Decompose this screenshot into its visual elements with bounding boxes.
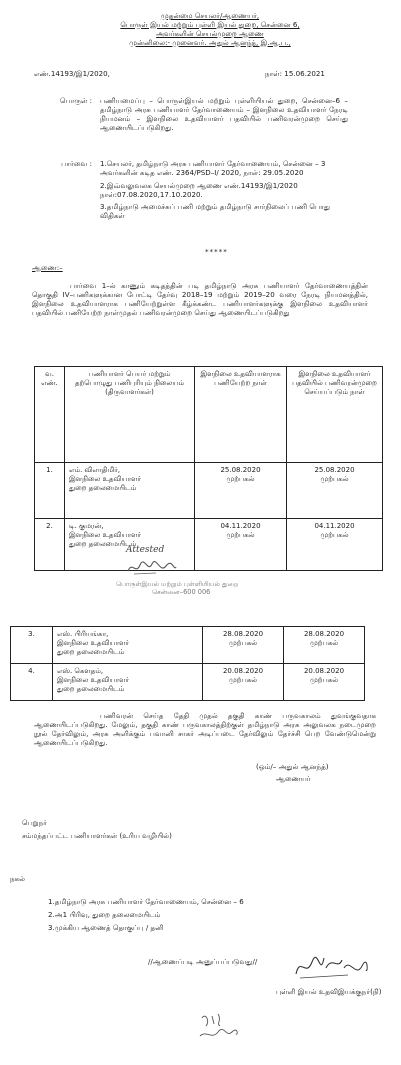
order-heading: ஆணை:– [32,263,63,272]
table-row [11,664,365,701]
row-employee [53,627,203,664]
employee-name: எம். விஎாதிமிர், [69,466,121,474]
table-row [11,627,365,664]
order-paragraph: பார்வை 1–ல் காணும் கடிதத்தின் படி தமிழ்நாடு அரசு பணியாளர் தேர்வாணையத்தின் தொகுதி IV–பணிகளுக்கான போட்டி தேர்வு 2018–19 மற்றும் 2019–20 வரை நேரடி நியமனத்தில், இளநிலை உதவியாளராக பணியேற்றுள்ள கீழ்க்கண்ட பணியாளர்களுக்கு இளநிலை உதவியாளர் பதவியில் பணியேற்ற நாள்முதல் பணிவரன்முறை செய்து ஆணையிடப்படுகிறது [32,281,368,317]
joined-session: முற்பகல் [226,474,255,483]
joined-date-cell [203,627,284,664]
copy-item: 2.அ1 பிரிவு, துறை தலைமையிடம் [48,909,161,919]
table-header-row [35,367,383,463]
regularised-session: முற்பகல் [320,530,349,539]
joined-date-cell [195,463,287,519]
letterhead-line-4: முன்னிலை:- முனைவர். அதுல் ஆனந்த், இ.ஆ.ப., [129,37,291,47]
column-header-serial: வ. எண். [35,367,65,463]
regularised-session: முற்பகல் [309,638,339,647]
row-serial: 3. [11,627,53,664]
employee-post: இளநிலை உதவியாளர் [57,638,130,647]
employee-office: துறை தலைமையிடம் [69,539,137,548]
row-employee [53,664,203,701]
reference-item: 3.தமிழ்நாடு அமைச்சுப் பணி மற்றும் தமிழ்நாடு சார்நிலைப் பணி பொது விதிகள் [100,202,331,221]
column-header-name: பணியாளர் பெயர் மற்றும் தற்பொழுது பணிபுரியும் நிலையம் (திருவாளர்கள்) [65,367,195,463]
subject-label: பொருள் : [59,96,92,105]
signature-title: ஆணையர் [276,774,311,783]
regularised-date-cell [284,664,365,701]
copy-item: 1.தமிழ்நாடு அரசு பணியாளர் தேர்வாணையம், சென்னை – 6 [48,897,244,906]
employee-post: இளநிலை உதவியாளர் [57,675,130,684]
closing-paragraph: பணிவரன் செய்த தேதி முதல் தகுதி காண் பருவகாலம் துவங்குவதாக ஆணையிடப்படுகிறது. மேலும், தகுதி காண் பருவகாலத்திற்குள் தமிழ்நாடு அரசு அலுவலக நடைமுறை நூல் தேர்விலும், அரசு அளிக்கும் பவானி சாகர் அடிப்படை தேர்விலும் தேர்ச்சி பெற வேண்டுமென்று ஆணையிடப்படுகிறது. [34,711,376,747]
joined-session: முற்பகல் [228,675,258,684]
officer-signature [290,948,370,988]
separator-stars: ***** [205,247,228,256]
attestation-stamp [116,580,266,596]
reference-item: 2.இவ்வலுவலக செயல்முறை ஆணை எண்.14193/இ1/2020 நாள்:07.08.2020,17.10.2020. [100,180,298,199]
regularised-date-cell [287,463,383,519]
staff-table [34,366,383,571]
regularised-date-cell [287,519,383,571]
table-row [35,519,383,571]
joined-date: 04.11.2020 [220,522,261,530]
regularised-session: முற்பகல் [309,675,339,684]
regularised-date: 28.08.2020 [303,630,345,638]
joined-session: முற்பகல் [226,530,255,539]
staff-table-continued [10,626,365,701]
stamp-city: சென்னை–600 006 [152,588,211,597]
employee-post: இளநிலை உதவியாளர் [69,474,142,483]
footer-designation: புள்ளி இயல் உதவிஇயக்குநர்(நி) [276,987,382,996]
references-label: பார்வை : [61,159,92,168]
letterhead-line-1: முதன்மை செயலர்/ஆணையர், [160,11,260,20]
attestation-signature [126,559,178,577]
signature-icon [290,948,370,988]
attested-text: Attested [126,545,165,555]
letterhead-line-2: பொருள் இயல் மற்றும் புள்ளி இயல் துறை, சென்னை 6, [120,19,300,29]
order-date: நாள்: 15.06.2021 [265,69,325,78]
row-employee [65,463,195,519]
recipient-label: பெறுநர் [22,818,47,827]
signature-name: (ஒம்/– அதுல் ஆனந்த்) [256,762,329,771]
joined-date: 28.08.2020 [222,630,264,638]
copy-item: 3.முக்கிய ஆணைத் தொகுப்பு / தனி [48,922,164,932]
joined-session: முற்பகல் [228,638,258,647]
regularised-date: 20.08.2020 [303,667,345,675]
handwriting-icon [196,1010,240,1044]
table-row [35,463,383,519]
recipient-text: சம்மந்தப்பட்ட பணியாளர்கள் (உரிய வழியில்) [22,831,172,840]
joined-date: 25.08.2020 [220,466,261,474]
regularised-session: முற்பகல் [320,474,349,483]
reference-item: 1.செயலர், தமிழ்நாடு அரசு பணியாளர் தேர்வாணையம், சென்னை – 3 அவர்களின் கடித எண். 2364/PSD–I/ 2020, நாள்: 29.05.2020 [100,159,326,177]
copy-label: நகல் [10,874,25,883]
stamp-department: பொருள்இயல் மற்றும் புள்ளியியல் துறை [116,580,239,588]
row-serial: 2. [35,519,65,571]
row-serial: 1. [35,463,65,519]
references-list [100,160,340,221]
regularised-date: 25.08.2020 [314,466,355,474]
employee-office: துறை தலைமையிடம் [57,684,125,693]
reference-number: எண்.14193/இ1/2020, [34,69,110,78]
employee-name: எஸ். கௌதம், [57,667,104,675]
joined-date-cell [195,519,287,571]
joined-date: 20.08.2020 [222,667,264,675]
employee-post: இளநிலை உதவியாளர் [69,530,142,539]
handwritten-initials [196,1010,240,1044]
letterhead-line-3: அவர்களின் செயல்முறை ஆணை [156,28,264,38]
joined-date-cell [203,664,284,701]
column-header-joined: இளநிலை உதவியாளராக பணியேற்ற நாள் [195,367,287,463]
signature-icon [126,559,178,577]
employee-name: எஸ். பிரியங்கா, [57,630,109,638]
row-serial: 4. [11,664,53,701]
copy-list [48,898,288,933]
employee-office: துறை தலைமையிடம் [69,483,137,492]
subject-text: பணியமைப்பு – பொருள்இயல் மற்றும் புள்ளியியல் துறை, சென்னை–6 – தமிழ்நாடு அரசு பணியாளர் தேர்வாணையம் – இளநிலை உதவியாளர் நேரடி நியமனம் – இளநிலை உதவியாளர் பதவியில் பணிவரன்முறை செய்து ஆணையிடப்படுகிறது. [100,96,348,132]
employee-office: துறை தலைமையிடம் [57,647,125,656]
regularised-date-cell [284,627,365,664]
forwarded-note: //ஆணைப்படி அனுப்பப்படுவது// [148,957,258,966]
letterhead [60,12,360,47]
employee-name: டி. குமரன், [69,522,104,530]
regularised-date: 04.11.2020 [314,522,355,530]
column-header-regularised: இளநிலை உதவியாளர் பதவியில் பணிவரன்முறை செய்யப்படும் நாள் [287,367,383,463]
